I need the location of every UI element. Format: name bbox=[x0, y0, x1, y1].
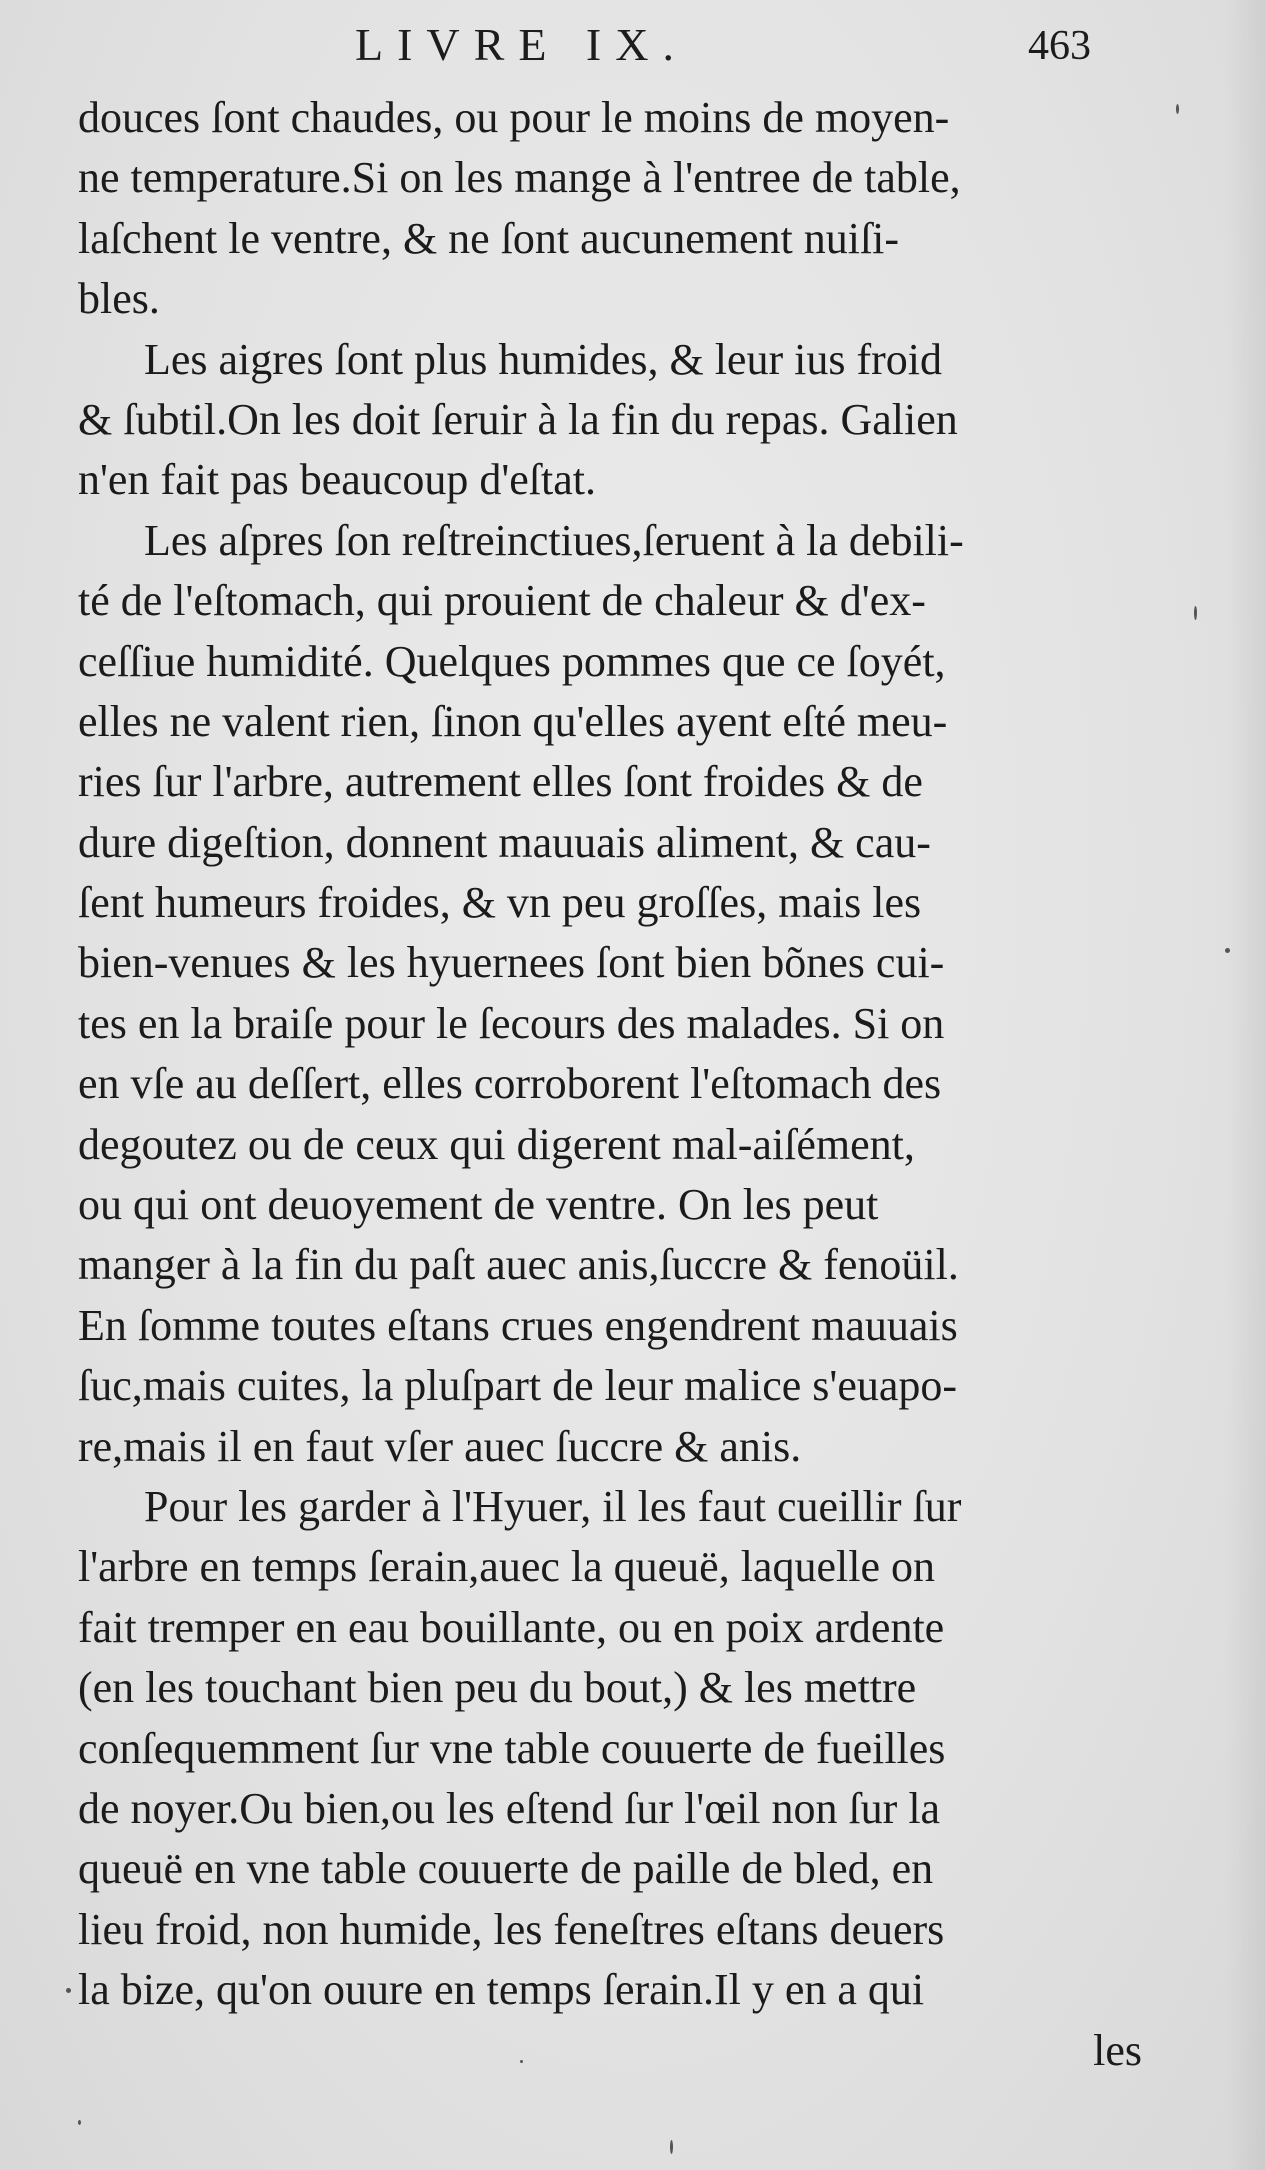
text-line: re,mais il en faut vſer auec ſuccre & anis. bbox=[78, 1421, 802, 1471]
text-line: ſent humeurs froides, & vn peu groſſes, mais les bbox=[78, 878, 922, 928]
text-line: ceſſiue humidité. Quelques pommes que ce ſoyét, bbox=[78, 636, 946, 686]
text-line: lieu froid, non humide, les feneſtres eſtans deuers bbox=[78, 1904, 945, 1954]
text-line: de noyer.Ou bien,ou les eſtend ſur l'œil non ſur la bbox=[78, 1783, 941, 1833]
catchword: les bbox=[1093, 2025, 1142, 2075]
text-line: manger à la fin du paſt auec anis,ſuccre & fenoüil. bbox=[78, 1240, 959, 1290]
text-line: bles. bbox=[78, 274, 160, 324]
text-line: n'en fait pas beaucoup d'eſtat. bbox=[78, 455, 596, 505]
ink-speck bbox=[1194, 606, 1197, 620]
ink-speck bbox=[670, 2140, 673, 2154]
text-line: degoutez ou de ceux qui digerent mal-aiſément, bbox=[78, 1119, 915, 1169]
body-text bbox=[78, 88, 1148, 2081]
page-number: 463 bbox=[1028, 23, 1091, 69]
text-line: en vſe au deſſert, elles corroborent l'eſtomach des bbox=[78, 1059, 942, 1109]
text-line: dure digeſtion, donnent mauuais aliment, & cau- bbox=[78, 817, 931, 867]
ink-speck bbox=[78, 2120, 81, 2125]
page-edge-shadow bbox=[1225, 0, 1265, 2170]
running-title: LIVRE IX. bbox=[355, 19, 688, 70]
text-line: ou qui ont deuoyement de ventre. On les peut bbox=[78, 1180, 879, 1230]
text-line: fait tremper en eau bouillante, ou en poix ardente bbox=[78, 1602, 945, 1652]
text-line: bien-venues & les hyuernees ſont bien bõnes cui- bbox=[78, 938, 945, 988]
text-line: laſchent le ventre, & ne ſont aucunement nuiſi- bbox=[78, 213, 900, 263]
ink-speck bbox=[520, 2060, 523, 2063]
text-line: tes en la braiſe pour le ſecours des malades. Si on bbox=[78, 998, 945, 1048]
text-line: té de l'eſtomach, qui prouient de chaleur & d'ex- bbox=[78, 576, 926, 626]
text-line: & ſubtil.On les doit ſeruir à la fin du repas. Galien bbox=[78, 394, 958, 444]
paragraph-start-line: Pour les garder à l'Hyuer, il les faut cueillir ſur bbox=[144, 1481, 962, 1531]
ink-speck bbox=[66, 1988, 71, 1993]
text-line: la bize, qu'on ouure en temps ſerain.Il y en a qui bbox=[78, 1965, 925, 2015]
ink-speck bbox=[1225, 948, 1230, 953]
text-line: conſequemment ſur vne table couuerte de fueilles bbox=[78, 1723, 946, 1773]
text-line: elles ne valent rien, ſinon qu'elles ayent eſté meu- bbox=[78, 696, 948, 746]
text-line: (en les touchant bien peu du bout,) & les mettre bbox=[78, 1663, 917, 1713]
text-line: ne temperature.Si on les mange à l'entree de table, bbox=[78, 153, 961, 203]
page-header bbox=[0, 18, 1265, 78]
text-line: queuë en vne table couuerte de paille de bled, en bbox=[78, 1844, 934, 1894]
text-line: l'arbre en temps ſerain,auec la queuë, laquelle on bbox=[78, 1542, 935, 1592]
text-line: En ſomme toutes eſtans crues engendrent mauuais bbox=[78, 1300, 958, 1350]
paragraph-start-line: Les aſpres ſon reſtreinctiues,ſeruent à la debili- bbox=[144, 515, 964, 565]
ink-speck bbox=[1176, 104, 1179, 114]
text-line: douces ſont chaudes, ou pour le moins de moyen- bbox=[78, 93, 950, 142]
text-line: ſuc,mais cuites, la pluſpart de leur malice s'euapo- bbox=[78, 1361, 958, 1411]
paragraph-start-line: Les aigres ſont plus humides, & leur ius froid bbox=[144, 334, 942, 384]
text-line: ries ſur l'arbre, autrement elles ſont froides & de bbox=[78, 757, 923, 807]
